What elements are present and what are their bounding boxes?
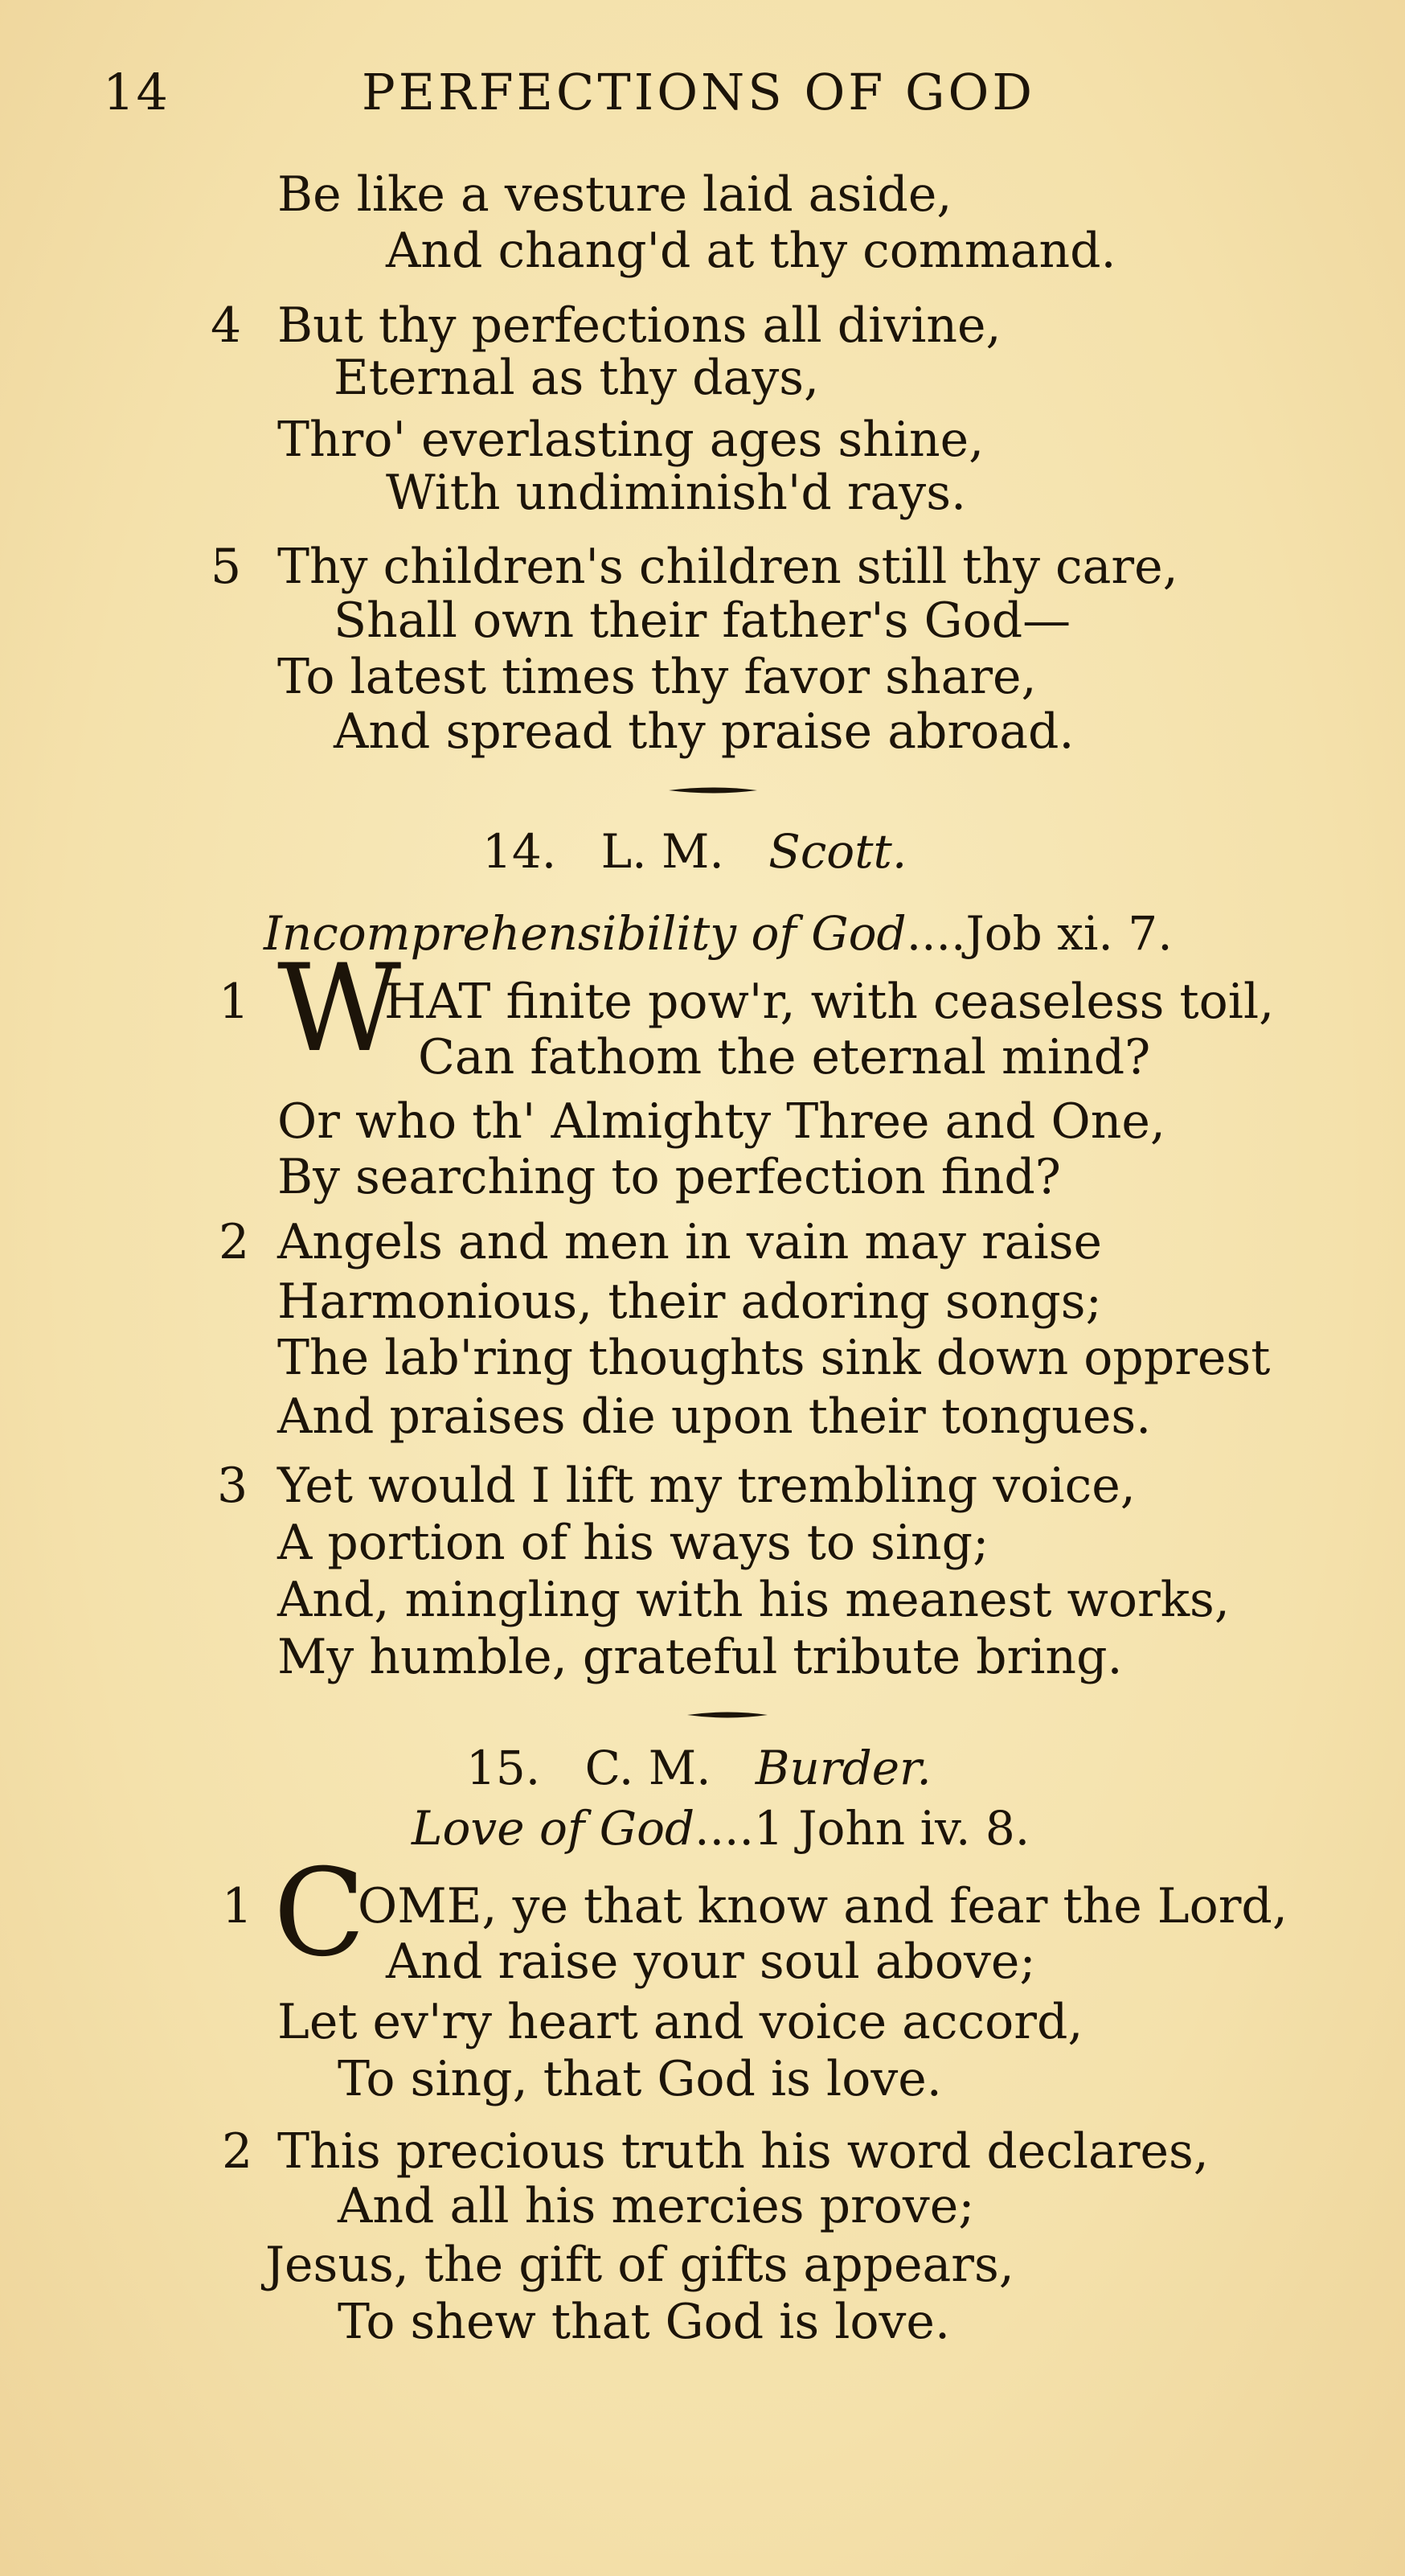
stanza-number: 5	[211, 539, 242, 595]
hymn-subject-line: Love of God....1 John iv. 8.	[412, 1801, 1030, 1856]
verse-line: Shall own their father's God—	[334, 593, 1071, 649]
verse-line: Yet would I lift my trembling voice,	[277, 1458, 1136, 1514]
verse-line: And spread thy praise abroad.	[334, 703, 1075, 760]
verse-line: Eternal as thy days,	[334, 350, 820, 406]
verse-line: Let ev'ry heart and voice accord,	[277, 1994, 1083, 2050]
verse-line: Be like a vesture laid aside,	[277, 166, 952, 223]
verse-line: Thro' everlasting ages shine,	[277, 412, 985, 468]
hymn-meter: C. M.	[584, 1741, 711, 1795]
scripture-reference: 1 John iv. 8.	[753, 1801, 1030, 1856]
verse-line: A portion of his ways to sing;	[277, 1515, 989, 1571]
hymn-meter: L. M.	[600, 824, 724, 879]
hymn-number: 15.	[466, 1741, 541, 1795]
verse-line: HAT finite pow'r, with ceaseless toil,	[384, 974, 1275, 1030]
verse-line: And raise your soul above;	[386, 1934, 1036, 1990]
verse-line: OME, ye that know and fear the Lord,	[358, 1878, 1288, 1934]
hymn-heading	[466, 1741, 932, 1795]
verse-line: Can fathom the eternal mind?	[418, 1029, 1151, 1085]
verse-line: To sing, that God is love.	[338, 2051, 942, 2107]
page-number: 14	[103, 63, 170, 121]
verse-line: And chang'd at thy command.	[386, 223, 1116, 279]
hymn-subject: Incomprehensibility of God	[264, 906, 907, 961]
verse-line: With undiminish'd rays.	[386, 465, 967, 521]
drop-cap: W	[277, 939, 402, 1079]
stanza-number: 3	[217, 1458, 248, 1514]
hymn-subject-line: Incomprehensibility of God....Job xi. 7.	[264, 906, 1173, 961]
verse-line: This precious truth his word declares,	[277, 2123, 1209, 2180]
stanza-number: 4	[211, 297, 242, 354]
verse-line: Thy children's children still thy care,	[277, 539, 1178, 595]
hymn-heading	[482, 824, 907, 879]
hymn-number: 14.	[482, 824, 557, 879]
running-title: PERFECTIONS OF GOD	[362, 63, 1036, 121]
verse-line: And all his mercies prove;	[338, 2178, 975, 2234]
stanza-number: 2	[219, 1214, 250, 1270]
verse-line: Jesus, the gift of gifts appears,	[265, 2237, 1014, 2293]
verse-line: Or who th' Almighty Three and One,	[277, 1093, 1165, 1150]
verse-line: Angels and men in vain may raise	[277, 1214, 1103, 1270]
hymn-author: Scott.	[768, 824, 907, 879]
verse-line: And praises die upon their tongues.	[277, 1388, 1152, 1445]
verse-line: But thy perfections all divine,	[277, 297, 1002, 354]
page-header	[0, 63, 1405, 127]
stanza-number: 1	[222, 1878, 253, 1934]
verse-line: The lab'ring thoughts sink down opprest	[277, 1330, 1271, 1386]
verse-line: My humble, grateful tribute bring.	[277, 1629, 1123, 1685]
verse-line: To shew that God is love.	[338, 2294, 951, 2350]
verse-line: Harmonious, their adoring songs;	[277, 1274, 1102, 1330]
verse-line: To latest times thy favor share,	[277, 649, 1037, 705]
verse-line: By searching to perfection find?	[277, 1149, 1061, 1205]
hymn-author: Burder.	[755, 1741, 932, 1795]
drop-cap: C	[273, 1844, 366, 1983]
scripture-reference: Job xi. 7.	[965, 906, 1173, 961]
hymn-subject: Love of God	[412, 1801, 695, 1856]
stanza-number: 1	[219, 974, 250, 1030]
stanza-number: 2	[222, 2123, 253, 2180]
verse-line: And, mingling with his meanest works,	[277, 1572, 1230, 1628]
